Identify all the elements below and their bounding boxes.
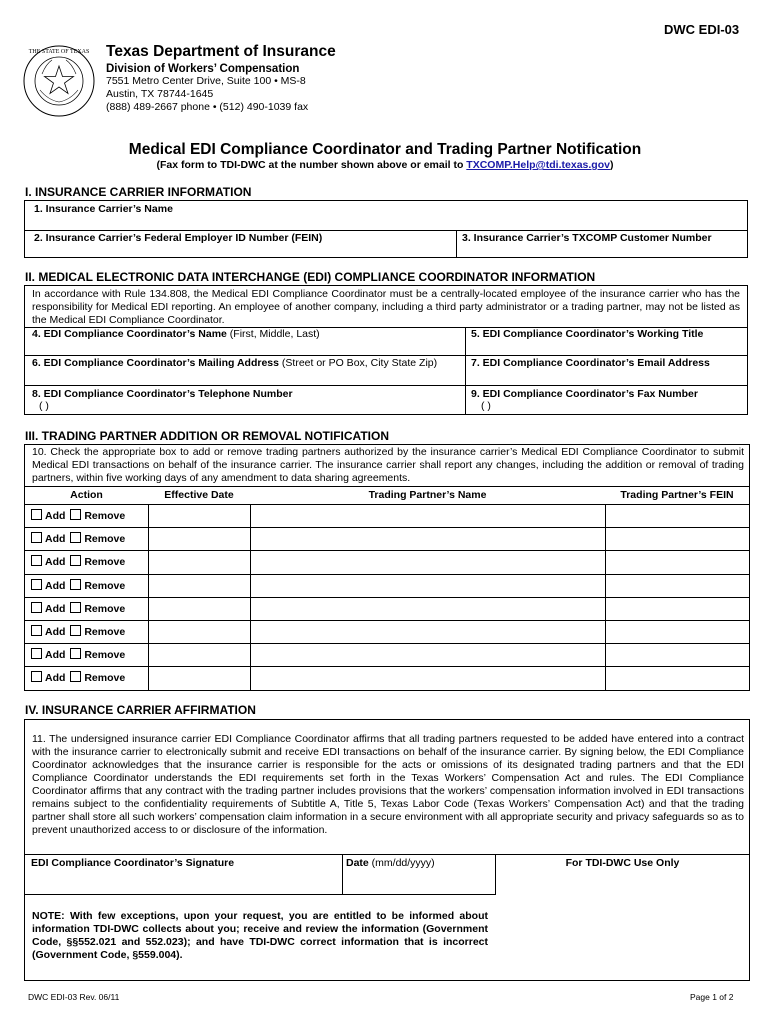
carrier-txcomp-field[interactable] bbox=[457, 231, 747, 257]
office-use-label: For TDI-DWC Use Only bbox=[565, 857, 680, 869]
section2-box bbox=[24, 285, 748, 415]
remove-label: Remove bbox=[84, 672, 126, 685]
section2-heading: II. MEDICAL ELECTRONIC DATA INTERCHANGE (EDI) COMPLIANCE COORDINATOR INFORMATION bbox=[25, 270, 596, 284]
form-id: DWC EDI-03 bbox=[664, 22, 740, 37]
section4-heading: IV. INSURANCE CARRIER AFFIRMATION bbox=[25, 703, 256, 717]
remove-checkbox[interactable] bbox=[70, 625, 81, 636]
coordinator-name-field[interactable] bbox=[25, 327, 466, 355]
form-subtitle bbox=[0, 159, 770, 171]
trading-partner-rows bbox=[25, 505, 749, 691]
coordinator-email-label: 7. EDI Compliance Coordinator’s Email Address bbox=[471, 357, 710, 369]
note-text: : With few exceptions, upon your request, you are entitled to be informed about information TDI-DWC collects about you; receive and review the information (Government Code, §§552.021 and 552.023); and have TDI-DWC correct information that is incorrect (Government Code, §559.004). bbox=[32, 910, 488, 961]
col-fein-header: Trading Partner’s FEIN bbox=[620, 489, 734, 501]
signature-label: EDI Compliance Coordinator’s Signature bbox=[31, 857, 235, 869]
section2-intro: In accordance with Rule 134.808, the Medical EDI Compliance Coordinator must be a centrally-located employee of the insurance carrier who has the responsibility for Medical EDI reporting. An employee of another company, including a third party administrator or a trading partner, may not be listed as the Medical EDI Compliance Coordinator. bbox=[32, 288, 740, 326]
add-label: Add bbox=[45, 533, 66, 546]
remove-label: Remove bbox=[84, 602, 126, 615]
date-label: Date bbox=[346, 857, 369, 869]
remove-label: Remove bbox=[84, 625, 126, 638]
carrier-fein-field[interactable] bbox=[25, 231, 457, 257]
carrier-fein-label: 2. Insurance Carrier’s Federal Employer ID Number (FEIN) bbox=[34, 232, 323, 244]
carrier-txcomp-label: 3. Insurance Carrier’s TXCOMP Customer Number bbox=[462, 232, 712, 244]
subtitle-suffix: ) bbox=[609, 159, 614, 171]
section1-box bbox=[24, 200, 748, 258]
affirmation-text: 11. The undersigned insurance carrier EDI Compliance Coordinator affirms that all trading partners requested to be added have entered into a contract with the insurance carrier to electronically submit and receive EDI transactions on behalf of the insurance carrier. By signing below, the EDI Compliance Coordinator acknowledges that the insurance carrier is responsible for the acts or omissions of its designated trading partners and that the EDI Compliance Coordinator understands the EDI requirements set forth in the Texas Workers’ Compensation Act and rules. The EDI Compliance Coordinator affirms that any contract with the trading partner includes provisions that the workers’ compensation information involved in EDI transactions remains subject to the confidentiality requirements of Subtitle A, Title 5, Texas Labor Code (Texas Workers’ Compensation Act) and that the trading partner shall store all such workers’ compensation claim information in a secure environment with all appropriate security and privacy safeguards so as to prevent unauthorized access to or disclosure of the information. bbox=[32, 733, 744, 836]
footer-revision: DWC EDI-03 Rev. 06/11 bbox=[28, 992, 120, 1002]
texas-seal-icon bbox=[22, 44, 96, 118]
coordinator-address-label: 6. EDI Compliance Coordinator’s Mailing Address bbox=[32, 357, 279, 369]
add-label: Add bbox=[45, 579, 66, 592]
table-row bbox=[25, 528, 749, 551]
signature-field[interactable] bbox=[25, 855, 343, 895]
remove-checkbox[interactable] bbox=[70, 579, 81, 590]
add-checkbox[interactable] bbox=[31, 555, 42, 566]
add-label: Add bbox=[45, 556, 66, 569]
agency-phones: (888) 489-2667 phone • (512) 490-1039 fax bbox=[106, 101, 309, 113]
section4-box bbox=[24, 719, 750, 981]
add-checkbox[interactable] bbox=[31, 602, 42, 613]
add-label: Add bbox=[45, 649, 66, 662]
subtitle-prefix: (Fax form to TDI-DWC at the number shown above or email to bbox=[156, 159, 467, 171]
remove-checkbox[interactable] bbox=[70, 671, 81, 682]
col-action-header: Action bbox=[70, 489, 103, 501]
section3-box bbox=[24, 444, 750, 691]
table-row bbox=[25, 575, 749, 598]
remove-label: Remove bbox=[84, 649, 126, 662]
coordinator-title-label: 5. EDI Compliance Coordinator’s Working Title bbox=[471, 328, 704, 340]
add-checkbox[interactable] bbox=[31, 671, 42, 682]
remove-label: Remove bbox=[84, 533, 126, 546]
coordinator-name-label: 4. EDI Compliance Coordinator’s Name bbox=[32, 328, 227, 340]
add-checkbox[interactable] bbox=[31, 579, 42, 590]
footer-page: Page 1 of 2 bbox=[690, 992, 734, 1002]
table-row bbox=[25, 621, 749, 644]
agency-address-2: Austin, TX 78744-1645 bbox=[106, 88, 214, 100]
section3-heading: III. TRADING PARTNER ADDITION OR REMOVAL NOTIFICATION bbox=[25, 429, 389, 443]
coordinator-title-field[interactable] bbox=[466, 327, 747, 355]
section1-heading: I. INSURANCE CARRIER INFORMATION bbox=[25, 185, 252, 199]
agency-name: Texas Department of Insurance bbox=[106, 43, 336, 60]
table-row bbox=[25, 644, 749, 667]
remove-checkbox[interactable] bbox=[70, 648, 81, 659]
remove-checkbox[interactable] bbox=[70, 555, 81, 566]
coordinator-phone-label: 8. EDI Compliance Coordinator’s Telephone Number bbox=[32, 388, 293, 400]
coordinator-address-note: (Street or PO Box, City State Zip) bbox=[279, 357, 438, 369]
remove-label: Remove bbox=[84, 579, 126, 592]
coordinator-email-field[interactable] bbox=[466, 355, 747, 385]
coordinator-fax-field[interactable] bbox=[466, 385, 747, 414]
table-row bbox=[25, 551, 749, 574]
phone-area-code: ( ) bbox=[39, 400, 49, 412]
remove-checkbox[interactable] bbox=[70, 602, 81, 613]
section3-intro: 10. Check the appropriate box to add or remove trading partners authorized by the insurance carrier’s Medical EDI Compliance Coordinator to submit Medical EDI transactions on behalf of the insurance carrier. The insurance carrier shall report any changes, including the addition or removal of trading partners, within five working days of any amendment to data sharing agreements. bbox=[32, 446, 744, 484]
remove-label: Remove bbox=[84, 510, 126, 522]
table-row bbox=[25, 505, 749, 528]
date-field[interactable] bbox=[343, 855, 496, 895]
agency-division: Division of Workers’ Compensation bbox=[106, 63, 300, 75]
email-link[interactable]: TXCOMP.Help@tdi.texas.gov bbox=[466, 159, 610, 171]
agency-block bbox=[106, 43, 336, 114]
add-label: Add bbox=[45, 510, 66, 522]
add-checkbox[interactable] bbox=[31, 648, 42, 659]
coordinator-phone-field[interactable] bbox=[25, 385, 466, 414]
remove-checkbox[interactable] bbox=[70, 532, 81, 543]
add-label: Add bbox=[45, 625, 66, 638]
remove-label: Remove bbox=[84, 556, 126, 569]
date-note: (mm/dd/yyyy) bbox=[368, 857, 435, 869]
col-date-header: Effective Date bbox=[164, 489, 234, 501]
office-use-box bbox=[496, 855, 749, 980]
privacy-note bbox=[32, 910, 488, 962]
coordinator-fax-label: 9. EDI Compliance Coordinator’s Fax Number bbox=[471, 388, 698, 400]
add-checkbox[interactable] bbox=[31, 625, 42, 636]
add-label: Add bbox=[45, 602, 66, 615]
form-title: Medical EDI Compliance Coordinator and Trading Partner Notification bbox=[128, 141, 642, 158]
note-label: NOTE bbox=[32, 910, 62, 922]
coordinator-name-note: (First, Middle, Last) bbox=[226, 328, 320, 340]
remove-checkbox[interactable] bbox=[70, 509, 81, 520]
add-label: Add bbox=[45, 672, 66, 685]
carrier-name-label: 1. Insurance Carrier’s Name bbox=[34, 203, 173, 215]
table-row bbox=[25, 667, 749, 690]
seal-text: THE STATE OF TEXAS bbox=[28, 49, 90, 55]
col-name-header: Trading Partner’s Name bbox=[368, 489, 487, 501]
add-checkbox[interactable] bbox=[31, 532, 42, 543]
agency-address-1: 7551 Metro Center Drive, Suite 100 • MS-8 bbox=[106, 75, 306, 87]
coordinator-address-field[interactable] bbox=[25, 355, 466, 385]
carrier-name-field[interactable] bbox=[25, 201, 747, 231]
table-row bbox=[25, 598, 749, 621]
add-checkbox[interactable] bbox=[31, 509, 42, 520]
fax-area-code: ( ) bbox=[481, 400, 491, 412]
